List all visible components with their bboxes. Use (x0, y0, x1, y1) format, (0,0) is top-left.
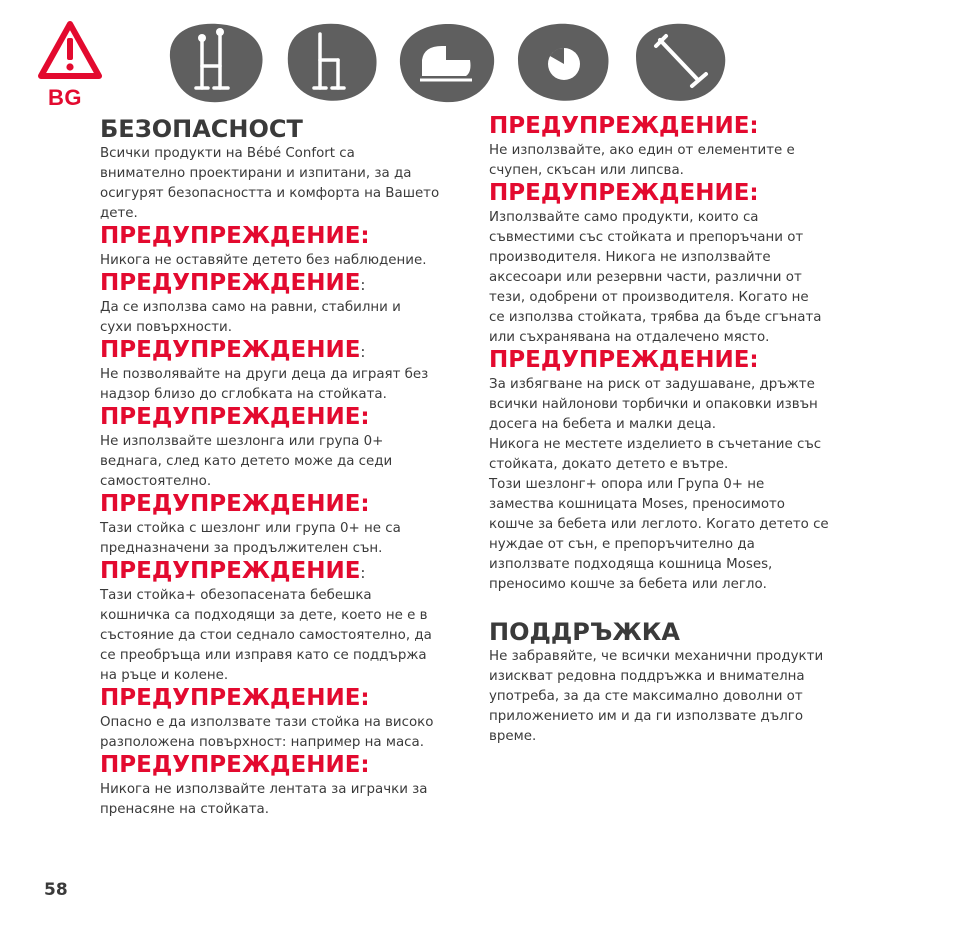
warning-text-7: Опасно е да използвате тази стойка на високо разположена повърхност: например на маса. (100, 715, 434, 750)
warning-title-7: ПРЕДУПРЕЖДЕНИЕ: (100, 685, 370, 711)
stand-high-icon (162, 20, 266, 104)
warning-title-3: ПРЕДУПРЕЖДЕНИЕ: (100, 337, 366, 363)
seat-icon (510, 20, 614, 104)
warning-text-5: Тази стойка с шезлонг или група 0+ не са предназначени за продължителен сън. (100, 521, 401, 556)
warning-title-5: ПРЕДУПРЕЖДЕНИЕ: (100, 491, 370, 517)
right-column (489, 114, 854, 747)
warning-text-10: Използвайте само продукти, които са съвместими със стойката и препоръчани от производителя. Никога не използвайте аксесоари или резервни части, различни от тези, одобрени от производителя. Когато не се използва стойката, трябва да бъде сгъната или съхранявана на отдалечено място. (489, 210, 822, 345)
page-number: 58 (44, 880, 68, 900)
maintenance-text: Не забравяйте, че всички механични продукти изискват редовна поддръжка и внимателна употреба, за да сте максимално доволни от приложението им и да ги използвате дълго време. (489, 649, 824, 744)
warning-text-1: Никога не оставяйте детето без наблюдение. (100, 253, 427, 268)
safety-title: БЕЗОПАСНОСТ (100, 115, 303, 143)
warning-title-1: ПРЕДУПРЕЖДЕНИЕ: (100, 223, 370, 249)
cot-icon (394, 20, 498, 104)
folded-stand-icon (626, 20, 730, 104)
safety-text: Всички продукти на Bébé Confort са внимателно проектирани и изпитани, за да осигурят безопасността и комфорта на Вашето дете. (100, 146, 440, 221)
warning-text-11: За избягване на риск от задушаване, дръжте всички найлонови торбички и опаковки извън досега на бебета и малки деца. Никога не местете изделието в съчетание със стойката, докато детето е вътре. Този шезлонг+ опора или Група 0+ не замества кошницата Moses, преносимото кошче за бебета или леглото. Когато детето се нуждае от сън, е препоръчително да използвате подходяща кошница Moses, преносимо кошче за бебета или легло. (489, 377, 829, 592)
warning-text-9: Не използвайте, ако един от елементите е счупен, скъсан или липсва. (489, 143, 795, 178)
stand-low-icon (278, 20, 382, 104)
warning-title-11: ПРЕДУПРЕЖДЕНИЕ: (489, 347, 759, 373)
product-mode-icons (162, 20, 722, 104)
warning-text-8: Никога не използвайте лентата за играчки за пренасяне на стойката. (100, 782, 428, 817)
warning-title-9: ПРЕДУПРЕЖДЕНИЕ: (489, 113, 759, 139)
warning-text-4: Не използвайте шезлонга или група 0+ веднага, след като детето може да седи самостоятелно. (100, 434, 393, 489)
maintenance-title: ПОДДРЪЖКА (489, 618, 680, 646)
section-gap (489, 595, 854, 617)
language-code: BG (48, 85, 82, 110)
warning-title-10: ПРЕДУПРЕЖДЕНИЕ: (489, 180, 759, 206)
warning-title-6: ПРЕДУПРЕЖДЕНИЕ: (100, 558, 366, 584)
warning-text-6: Тази стойка+ обезопасената бебешка кошничка са подходящи за дете, което не е в състояние да стои седнало самостоятелно, да се преобръща или изправя като се поддържа на ръце и колене. (100, 588, 432, 683)
warning-text-3: Не позволявайте на други деца да играят без надзор близо до сглобката на стойката. (100, 367, 429, 402)
warning-title-2: ПРЕДУПРЕЖДЕНИЕ: (100, 270, 366, 296)
left-column (100, 114, 460, 820)
warning-triangle-icon (37, 20, 103, 82)
warning-title-4: ПРЕДУПРЕЖДЕНИЕ: (100, 404, 370, 430)
warning-text-2: Да се използва само на равни, стабилни и сухи повърхности. (100, 300, 401, 335)
warning-title-8: ПРЕДУПРЕЖДЕНИЕ: (100, 752, 370, 778)
